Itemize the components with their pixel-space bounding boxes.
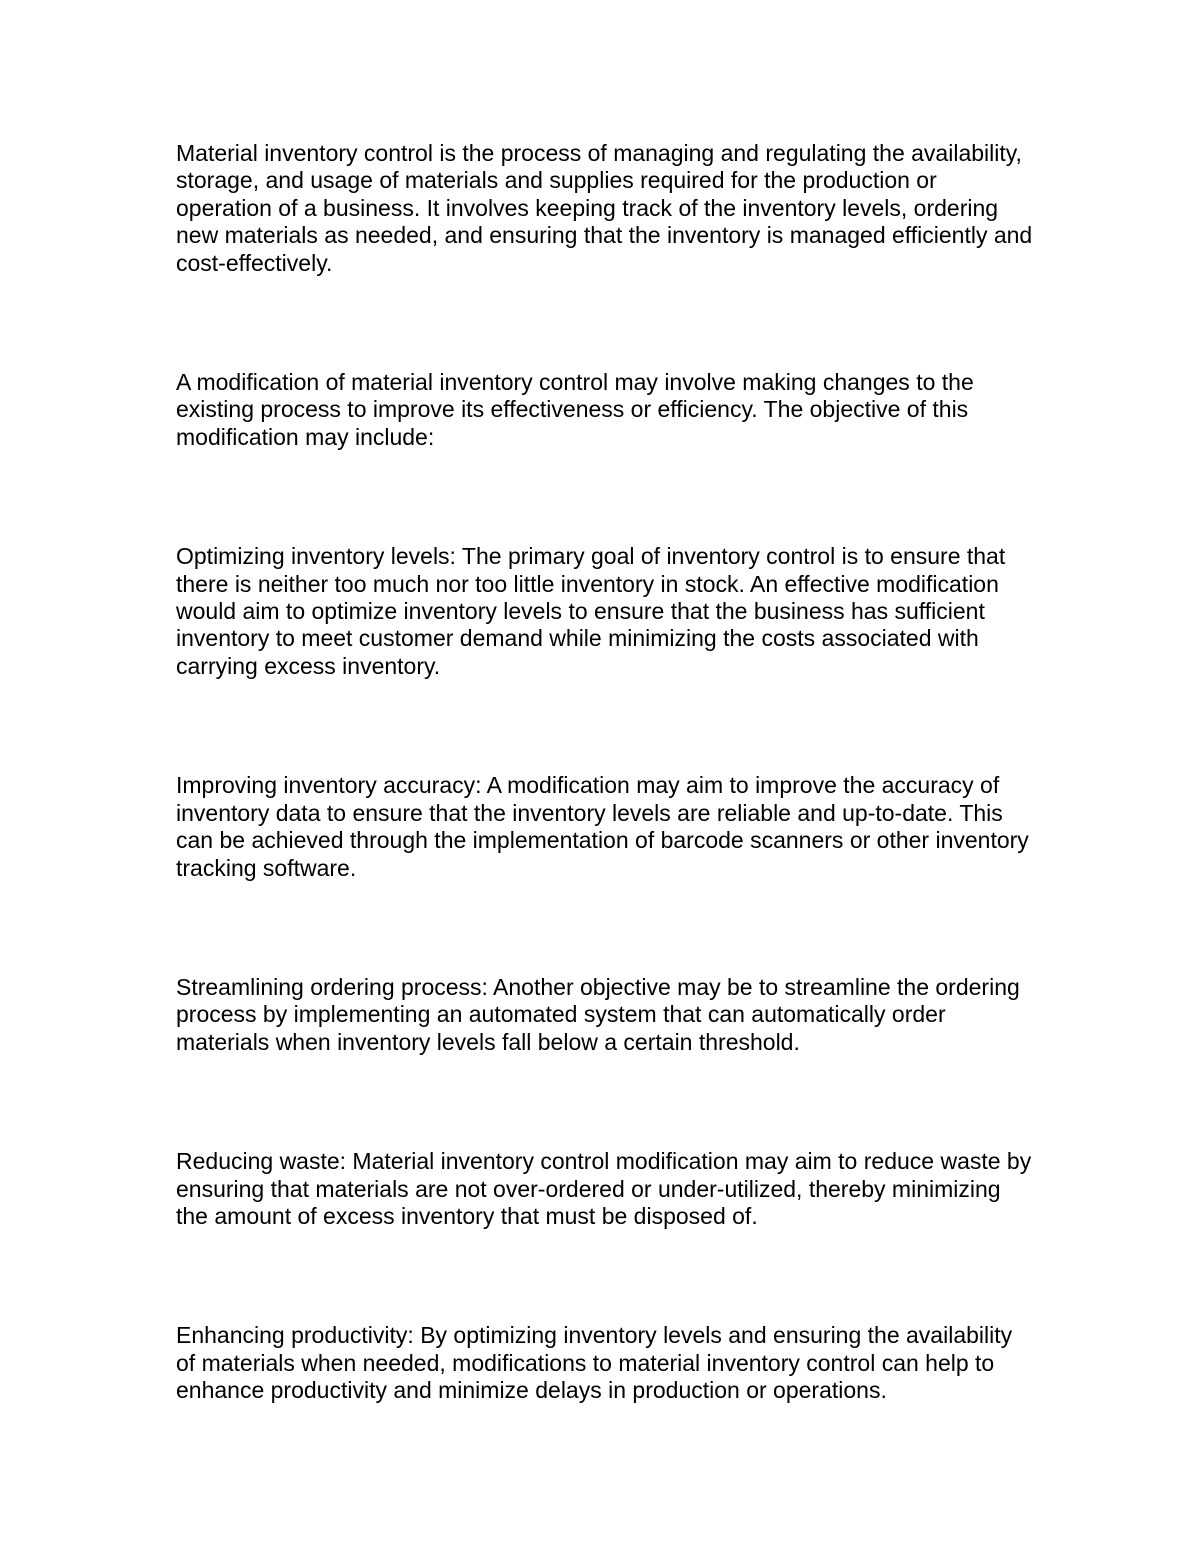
- paragraph-enhancing-productivity: Enhancing productivity: By optimizing inventory levels and ensuring the availability of materials when needed, modifications to material inventory control can help to enhance productivity and minimize delays in production or operations.: [176, 1322, 1013, 1404]
- paragraph-improving-accuracy: Improving inventory accuracy: A modification may aim to improve the accuracy of inventory data to ensure that the inventory levels are reliable and up-to-date. This can be achieved through the implementation of barcode scanners or other inventory tracking software.: [176, 772, 1029, 881]
- paragraph-reducing-waste: Reducing waste: Material inventory control modification may aim to reduce waste by ensuring that materials are not over-ordered or under-utilized, thereby minimizing the amount of excess inventory that must be disposed of.: [176, 1148, 1032, 1229]
- paragraph-optimizing-inventory: Optimizing inventory levels: The primary goal of inventory control is to ensure that there is neither too much nor too little inventory in stock. An effective modification would aim to optimize inventory levels to ensure that the business has sufficient inventory to meet customer demand while minimizing the costs associated with carrying excess inventory.: [176, 543, 1006, 679]
- paragraph-modification: A modification of material inventory control may involve making changes to the existing process to improve its effectiveness or efficiency. The objective of this modification may include:: [176, 369, 974, 450]
- document-body: [176, 140, 1036, 1405]
- paragraph-intro: Material inventory control is the process of managing and regulating the availability, storage, and usage of materials and supplies required for the production or operation of a business. It involves keeping track of the inventory levels, ordering new materials as needed, and ensuring that the inventory is managed efficiently and cost-effectively.: [176, 140, 1033, 276]
- paragraph-streamlining-ordering: Streamlining ordering process: Another objective may be to streamline the ordering process by implementing an automated system that can automatically order materials when inventory levels fall below a certain threshold.: [176, 973, 1020, 1055]
